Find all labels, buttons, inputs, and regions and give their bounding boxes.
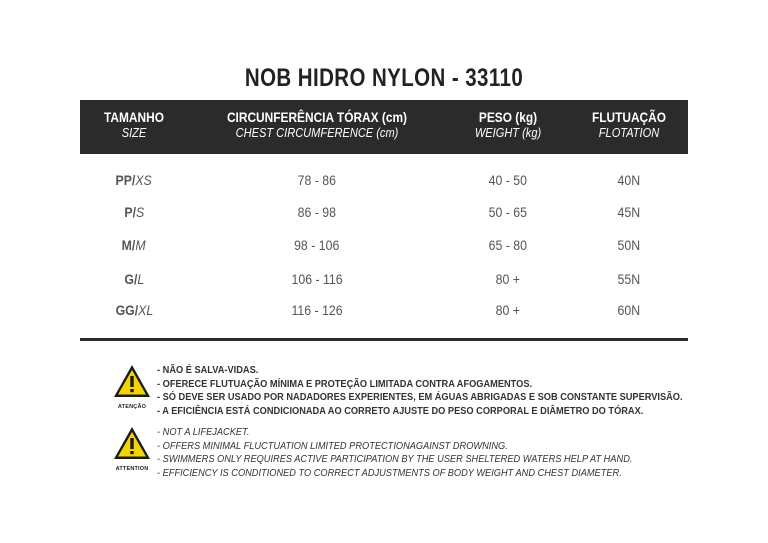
warning-line: - NOT A LIFEJACKET. (157, 426, 250, 438)
flotation-cell: 55N (617, 271, 641, 287)
chest-cell: 116 - 126 (291, 302, 343, 318)
chest-cell: 98 - 106 (294, 237, 340, 253)
warning-triangle-icon (113, 426, 151, 460)
warning-pt-label: ATENÇÃO (117, 404, 147, 410)
header-chest: CIRCUNFERÊNCIA TÓRAX (cm) CHEST CIRCUMFERENCE (cm) (226, 109, 408, 140)
flotation-cell: 60N (617, 302, 641, 318)
warning-en-text (157, 426, 697, 480)
warning-line: - OFERECE FLUTUAÇÃO MÍNIMA E PROTEÇÃO LIMITADA CONTRA AFOGAMENTOS. (157, 377, 533, 390)
size-cell: GG/XL (115, 302, 153, 318)
header-flotation: FLUTUAÇÃO FLOTATION (591, 109, 667, 140)
flotation-cell: 50N (617, 237, 641, 253)
table-row (80, 172, 688, 192)
size-cell: M/M (122, 237, 146, 253)
weight-cell: 40 - 50 (488, 172, 528, 188)
table-row (80, 237, 688, 257)
table-row (80, 302, 688, 322)
warning-pt-text (157, 364, 754, 418)
warning-pt-badge (113, 364, 151, 410)
size-cell: G/L (124, 271, 144, 287)
warning-line: - SÓ DEVE SER USADO POR NADADORES EXPERIENTES, EM ÁGUAS ABRIGADAS E SOB CONSTANTE SUPERVISÃO. (157, 391, 683, 403)
table-bottom-rule (80, 338, 688, 341)
table-row (80, 204, 688, 224)
warning-line: - A EFICIÊNCIA ESTÁ CONDICIONADA AO CORRETO AJUSTE DO PESO CORPORAL E DIÂMETRO DO TÓRAX. (157, 404, 644, 417)
size-cell: P/S (124, 204, 144, 220)
chest-cell: 86 - 98 (297, 204, 337, 220)
header-size: TAMANHO SIZE (104, 109, 164, 140)
warning-line: - OFFERS MINIMAL FLUCTUATION LIMITED PROTECTIONAGAINST DROWNING. (157, 439, 508, 452)
warning-en-badge (113, 426, 151, 472)
weight-cell: 50 - 65 (488, 204, 528, 220)
weight-cell: 65 - 80 (488, 237, 528, 253)
size-table (80, 100, 688, 318)
header-weight: PESO (kg) WEIGHT (kg) (474, 109, 542, 140)
page-title: NOB HIDRO NYLON - 33110 (244, 64, 524, 92)
warning-line: - SWIMMERS ONLY REQUIRES ACTIVE PARTICIPATION BY THE USER SHELTERED WATERS HELP AT HAND. (157, 453, 633, 465)
table-header (80, 100, 688, 154)
warning-line: - NÃO É SALVA-VIDAS. (157, 364, 259, 376)
weight-cell: 80 + (495, 302, 521, 318)
weight-cell: 80 + (495, 271, 521, 287)
warning-en-label: ATTENTION (115, 466, 149, 472)
warning-line: - EFFICIENCY IS CONDITIONED TO CORRECT ADJUSTMENTS OF BODY WEIGHT AND CHEST DIAMETER. (157, 466, 622, 479)
flotation-cell: 45N (617, 204, 641, 220)
chest-cell: 78 - 86 (297, 172, 337, 188)
chest-cell: 106 - 116 (291, 271, 343, 287)
size-cell: PP/XS (115, 172, 153, 188)
flotation-cell: 40N (617, 172, 641, 188)
table-row (80, 271, 688, 291)
warning-triangle-icon (113, 364, 151, 398)
